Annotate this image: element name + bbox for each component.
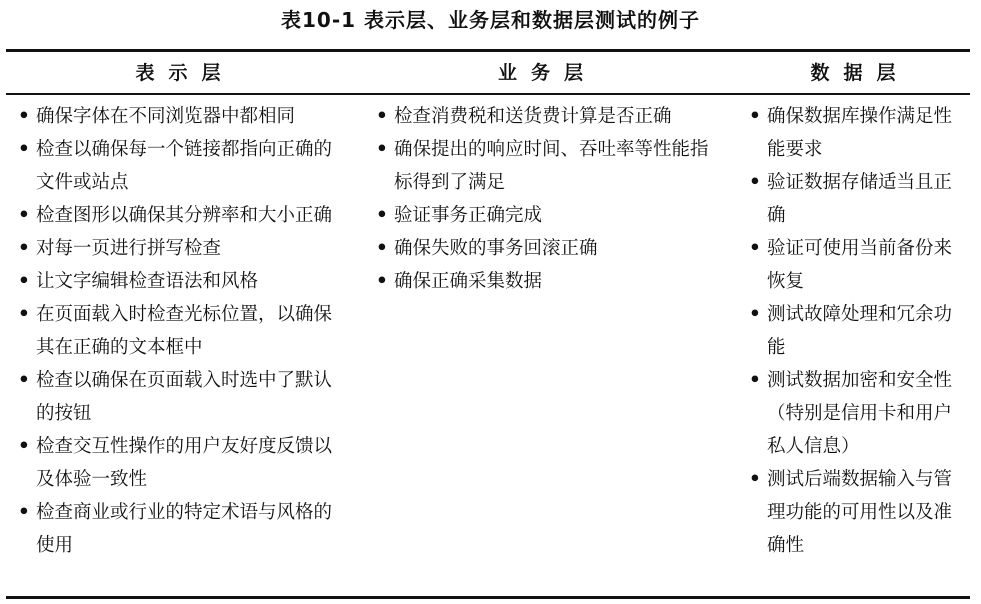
- list-item: • 测试数据加密和安全性（特别是信用卡和用户私人信息）: [745, 364, 969, 463]
- top-rule: [6, 49, 970, 52]
- list-item: • 检查以确保每一个链接都指向正确的文件或站点: [14, 133, 344, 199]
- business-layer-list: [372, 100, 722, 298]
- column-header-data: 数据层: [810, 62, 910, 84]
- presentation-layer-list: [14, 100, 344, 562]
- list-item: • 在页面载入时检查光标位置，以确保其在正确的文本框中: [14, 298, 344, 364]
- list-item: • 让文字编辑检查语法和风格: [14, 265, 344, 298]
- list-item: • 测试后端数据输入与管理功能的可用性以及准确性: [745, 463, 969, 562]
- header-rule: [6, 93, 970, 95]
- column-header-business: 业务层: [497, 62, 597, 84]
- list-item: • 验证数据存储适当且正确: [745, 166, 969, 232]
- data-layer-list: [745, 100, 969, 562]
- list-item: • 验证可使用当前备份来恢复: [745, 232, 969, 298]
- list-item: • 验证事务正确完成: [372, 199, 722, 232]
- list-item: • 确保提出的响应时间、吞吐率等性能指标得到了满足: [372, 133, 722, 199]
- list-item: • 检查消费税和送货费计算是否正确: [372, 100, 722, 133]
- list-item: • 检查交互性操作的用户友好度反馈以及体验一致性: [14, 430, 344, 496]
- list-item: • 确保数据库操作满足性能要求: [745, 100, 969, 166]
- list-item: • 检查以确保在页面载入时选中了默认的按钮: [14, 364, 344, 430]
- list-item: • 确保失败的事务回滚正确: [372, 232, 722, 265]
- list-item: • 对每一页进行拼写检查: [14, 232, 344, 265]
- list-item: • 测试故障处理和冗余功能: [745, 298, 969, 364]
- list-item: • 确保正确采集数据: [372, 265, 722, 298]
- table-caption: 表10-1 表示层、业务层和数据层测试的例子: [280, 8, 700, 32]
- column-header-presentation: 表示层: [135, 62, 235, 84]
- list-item: • 确保字体在不同浏览器中都相同: [14, 100, 344, 133]
- list-item: • 检查图形以确保其分辨率和大小正确: [14, 199, 344, 232]
- bottom-rule: [6, 596, 970, 599]
- list-item: • 检查商业或行业的特定术语与风格的使用: [14, 496, 344, 562]
